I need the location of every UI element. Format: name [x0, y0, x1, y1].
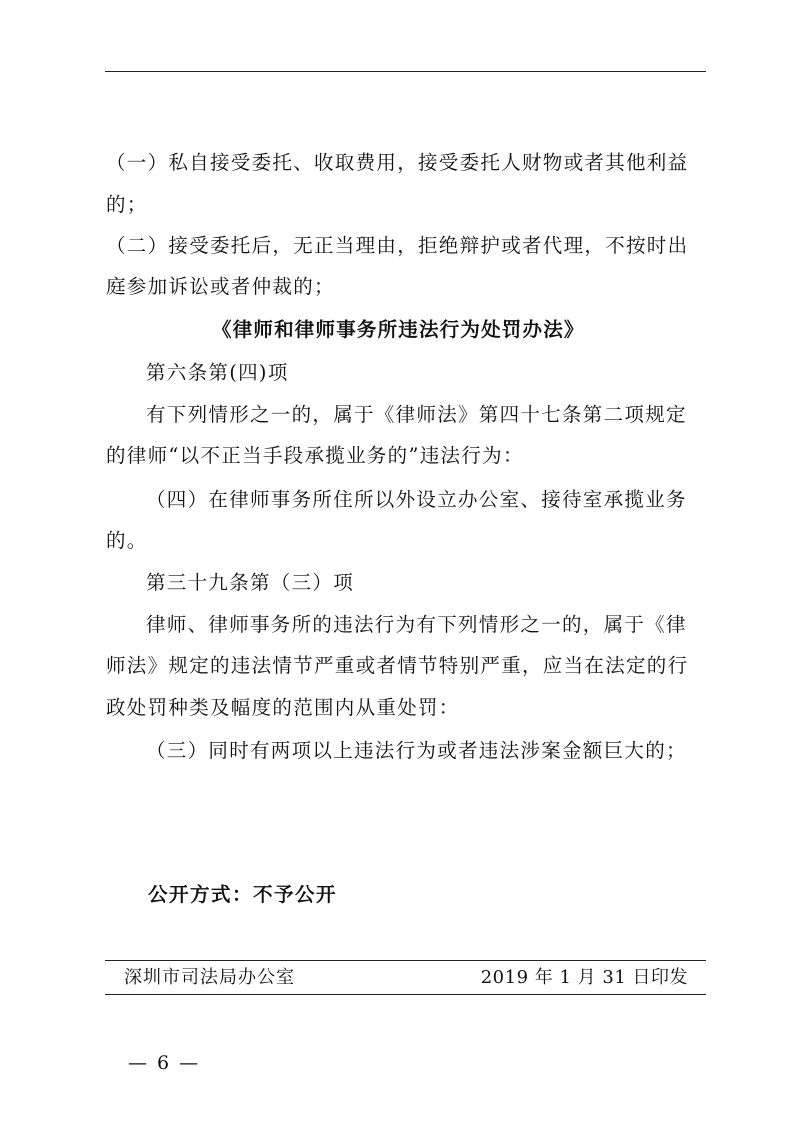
footer-top-rule: [105, 960, 706, 961]
article39-line-3: 政处罚种类及幅度的范围内从重处罚：: [106, 696, 460, 719]
article39-item: （三）同时有两项以上违法行为或者违法涉案金额巨大的；: [146, 739, 687, 762]
article39-heading: 第三十九条第（三）项: [146, 571, 355, 594]
body-line-4: 庭参加诉讼或者仲裁的；: [106, 275, 335, 298]
issuer-name: 深圳市司法局办公室: [124, 967, 295, 988]
article6-item-line-1: （四）在律师事务所住所以外设立办公室、接待室承揽业务: [146, 488, 687, 511]
article39-line-2: 师法》规定的违法情节严重或者情节特别严重，应当在法定的行: [106, 654, 689, 677]
article6-line-1: 有下列情形之一的，属于《律师法》第四十七条第二项规定: [146, 403, 687, 426]
article6-heading: 第六条第(四)项: [146, 361, 289, 384]
body-line-2: 的；: [106, 193, 148, 216]
page-number: — 6 —: [128, 1052, 201, 1074]
issue-date: 2019 年 1 月 31 日印发: [480, 967, 688, 988]
footer-bottom-rule: [105, 994, 706, 995]
regulation-title: 《律师和律师事务所违法行为处罚办法》: [212, 318, 585, 341]
body-line-1: （一）私自接受委托、收取费用，接受委托人财物或者其他利益: [106, 151, 689, 174]
article6-line-2: 的律师“以不正当手段承揽业务的”违法行为：: [106, 444, 524, 467]
publicity-statement: 公开方式：不予公开: [148, 883, 338, 906]
header-rule: [105, 71, 706, 72]
article39-line-1: 律师、律师事务所的违法行为有下列情形之一的，属于《律: [146, 613, 687, 636]
article6-item-line-2: 的。: [106, 529, 148, 552]
body-line-3: （二）接受委托后，无正当理由，拒绝辩护或者代理，不按时出: [106, 234, 689, 257]
